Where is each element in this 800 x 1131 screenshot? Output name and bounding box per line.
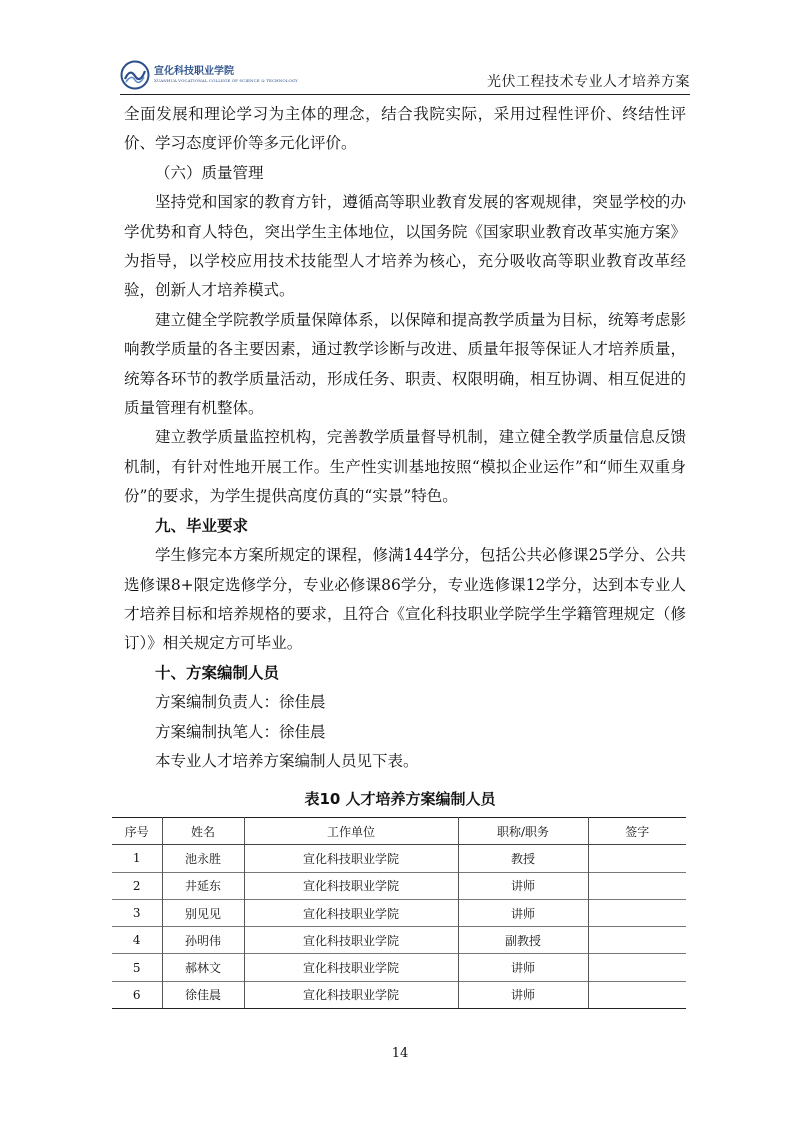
table-intro: 本专业人才培养方案编制人员见下表。: [155, 751, 419, 770]
signature-cell: [588, 899, 686, 926]
table-cell: 教授: [458, 845, 588, 872]
table-cell: 宣化科技职业学院: [244, 872, 458, 899]
table-cell: 讲师: [458, 899, 588, 926]
responsible-person: 方案编制负责人：徐佳晨: [155, 693, 326, 712]
staff-table: [112, 817, 686, 1009]
table-cell: 4: [112, 927, 162, 954]
table-row: [112, 981, 686, 1008]
section-heading-graduation: 九、毕业要求: [155, 516, 249, 535]
column-header: 签字: [588, 818, 686, 845]
paragraph-graduation: 学生修完本方案所规定的课程，修满144学分，包括公共必修课25学分、公共选修课8+限定选修学分，专业必修课86学分，专业选修课12学分，达到本专业人才培养目标和培养规格的要求，且符合《宣化科技职业学院学生学籍管理规定（修订）》相关规定方可毕业。: [124, 546, 686, 653]
table-cell: 徐佳晨: [162, 981, 244, 1008]
signature-cell: [588, 872, 686, 899]
table-cell: 讲师: [458, 872, 588, 899]
logo-name: 宣化科技职业学院: [154, 66, 234, 77]
column-header: 姓名: [162, 818, 244, 845]
signature-cell: [588, 927, 686, 954]
column-header: 序号: [112, 818, 162, 845]
table-header-row: [112, 818, 686, 845]
table-cell: 6: [112, 981, 162, 1008]
table-caption: 表10 人才培养方案编制人员: [304, 790, 496, 808]
paragraph-policy: 坚持党和国家的教育方针，遵循高等职业教育发展的客观规律，突显学校的办学优势和育人特色，突出学生主体地位，以国务院《国家职业教育改革实施方案》为指导，以学校应用技术技能型人才培养为核心，充分吸收高等职业教育改革经验，创新人才培养模式。: [124, 193, 686, 300]
signature-cell: [588, 845, 686, 872]
table-cell: 讲师: [458, 981, 588, 1008]
paragraph-monitoring: 建立教学质量监控机构，完善教学质量督导机制，建立健全教学质量信息反馈机制，有针对性地开展工作。生产性实训基地按照“模拟企业运作”和“师生双重身份”的要求，为学生提供高度仿真的“实景”特色。: [124, 428, 686, 506]
table-row: [112, 954, 686, 981]
table-cell: 宣化科技职业学院: [244, 981, 458, 1008]
table-cell: 宣化科技职业学院: [244, 954, 458, 981]
table-cell: 5: [112, 954, 162, 981]
signature-cell: [588, 954, 686, 981]
table-cell: 讲师: [458, 954, 588, 981]
table-cell: 别见见: [162, 899, 244, 926]
table-cell: 2: [112, 872, 162, 899]
paragraph-evaluation: 全面发展和理论学习为主体的理念，结合我院实际，采用过程性评价、终结性评价、学习态度评价等多元化评价。: [124, 105, 686, 153]
table-cell: 宣化科技职业学院: [244, 845, 458, 872]
table-cell: 宣化科技职业学院: [244, 899, 458, 926]
page-header: [120, 60, 690, 95]
column-header: 工作单位: [244, 818, 458, 845]
paragraph-quality-system: 建立健全学院教学质量保障体系，以保障和提高教学质量为目标，统筹考虑影响教学质量的各主要因素，通过教学诊断与改进、质量年报等保证人才培养质量，统筹各环节的教学质量活动，形成任务、职责、权限明确，相互协调、相互促进的质量管理有机整体。: [124, 310, 686, 418]
page-number: 14: [391, 1046, 409, 1061]
table-cell: 1: [112, 845, 162, 872]
college-logo: [120, 60, 298, 90]
college-emblem-icon: [120, 60, 150, 90]
table-row: [112, 845, 686, 872]
column-header: 职称/职务: [458, 818, 588, 845]
table-cell: 池永胜: [162, 845, 244, 872]
subsection-heading-quality: （六）质量管理: [155, 163, 264, 182]
table-cell: 井延东: [162, 872, 244, 899]
header-title: 光伏工程技术专业人才培养方案: [487, 74, 690, 90]
table-cell: 孙明伟: [162, 927, 244, 954]
table-cell: 副教授: [458, 927, 588, 954]
signature-cell: [588, 981, 686, 1008]
section-heading-staff: 十、方案编制人员: [155, 663, 280, 682]
table-cell: 3: [112, 899, 162, 926]
writer-person: 方案编制执笔人：徐佳晨: [155, 722, 326, 741]
table-row: [112, 899, 686, 926]
document-body: [124, 100, 686, 776]
table-row: [112, 927, 686, 954]
table-cell: 郝林文: [162, 954, 244, 981]
table-cell: 宣化科技职业学院: [244, 927, 458, 954]
table-row: [112, 872, 686, 899]
logo-subtitle: XUANHUA VOCATIONAL COLLEGE OF SCIENCE & TECHNOLOGY: [154, 78, 298, 83]
